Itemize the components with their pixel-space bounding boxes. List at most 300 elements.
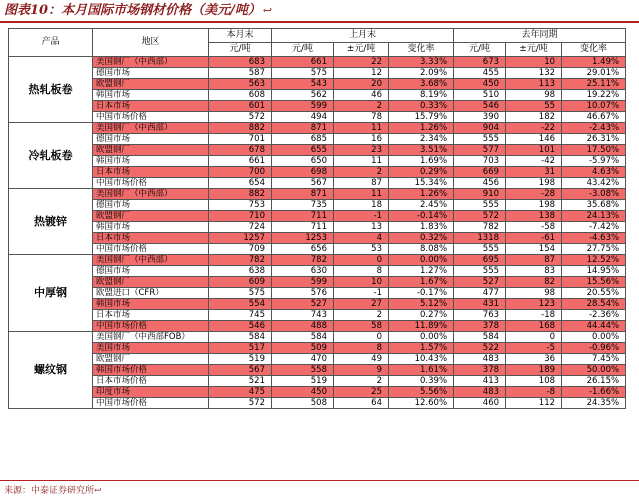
this-month-price-cell: 563 xyxy=(209,79,272,90)
last-year-rate-cell: 12.52% xyxy=(562,255,626,266)
this-month-price-cell: 753 xyxy=(209,200,272,211)
last-month-price-cell: 509 xyxy=(272,343,334,354)
last-year-rate-cell: 1.49% xyxy=(562,57,626,68)
this-month-price-cell: 745 xyxy=(209,310,272,321)
last-year-rate-cell: 7.45% xyxy=(562,354,626,365)
table-row xyxy=(9,79,626,90)
last-year-diff-cell: 132 xyxy=(506,68,562,79)
table-row xyxy=(9,266,626,277)
last-month-price-cell: 527 xyxy=(272,299,334,310)
last-month-rate-cell: 15.34% xyxy=(389,178,454,189)
last-month-diff-cell: 10 xyxy=(334,277,389,288)
this-month-price-cell: 521 xyxy=(209,376,272,387)
last-year-price-cell: 390 xyxy=(454,112,506,123)
last-year-diff-cell: 113 xyxy=(506,79,562,90)
last-year-price-cell: 555 xyxy=(454,244,506,255)
last-year-rate-cell: 24.13% xyxy=(562,211,626,222)
last-month-price-cell: 562 xyxy=(272,90,334,101)
region-cell: 日本市场价格 xyxy=(93,376,209,387)
last-month-price-cell: 871 xyxy=(272,189,334,200)
header-cur-unit: 元/吨 xyxy=(209,43,272,57)
table-row xyxy=(9,288,626,299)
header-this-month-end: 本月末 xyxy=(209,29,272,43)
this-month-price-cell: 683 xyxy=(209,57,272,68)
region-cell: 德国市场 xyxy=(93,266,209,277)
region-cell: 美国市场 xyxy=(93,343,209,354)
region-cell: 欧盟钢厂 xyxy=(93,277,209,288)
last-year-price-cell: 763 xyxy=(454,310,506,321)
this-month-price-cell: 567 xyxy=(209,365,272,376)
last-year-price-cell: 460 xyxy=(454,398,506,409)
this-month-price-cell: 724 xyxy=(209,222,272,233)
last-month-rate-cell: 0.39% xyxy=(389,376,454,387)
last-year-price-cell: 584 xyxy=(454,332,506,343)
last-month-price-cell: 743 xyxy=(272,310,334,321)
this-month-price-cell: 519 xyxy=(209,354,272,365)
region-cell: 韩国市场 xyxy=(93,90,209,101)
last-month-price-cell: 650 xyxy=(272,156,334,167)
last-month-price-cell: 630 xyxy=(272,266,334,277)
last-month-price-cell: 494 xyxy=(272,112,334,123)
last-year-diff-cell: 146 xyxy=(506,134,562,145)
table-row xyxy=(9,68,626,79)
table-row xyxy=(9,145,626,156)
region-cell: 美国钢厂（中西部） xyxy=(93,189,209,200)
product-cell: 热轧板卷 xyxy=(9,57,93,123)
last-month-diff-cell: 20 xyxy=(334,79,389,90)
last-month-rate-cell: 8.19% xyxy=(389,90,454,101)
product-cell: 螺纹钢 xyxy=(9,332,93,409)
last-year-rate-cell: -4.63% xyxy=(562,233,626,244)
last-month-diff-cell: 49 xyxy=(334,354,389,365)
region-cell: 印度市场 xyxy=(93,387,209,398)
last-year-diff-cell: -22 xyxy=(506,123,562,134)
last-month-rate-cell: 1.67% xyxy=(389,277,454,288)
last-year-diff-cell: 83 xyxy=(506,266,562,277)
last-month-diff-cell: 8 xyxy=(334,343,389,354)
last-month-rate-cell: 2.09% xyxy=(389,68,454,79)
last-month-price-cell: 871 xyxy=(272,123,334,134)
last-year-diff-cell: 138 xyxy=(506,211,562,222)
last-year-rate-cell: -7.42% xyxy=(562,222,626,233)
last-month-price-cell: 450 xyxy=(272,387,334,398)
last-year-price-cell: 673 xyxy=(454,57,506,68)
last-year-diff-cell: 108 xyxy=(506,376,562,387)
last-month-rate-cell: -0.17% xyxy=(389,288,454,299)
last-month-price-cell: 488 xyxy=(272,321,334,332)
last-month-rate-cell: 12.60% xyxy=(389,398,454,409)
last-month-diff-cell: -1 xyxy=(334,288,389,299)
this-month-price-cell: 517 xyxy=(209,343,272,354)
region-cell: 德国市场 xyxy=(93,134,209,145)
last-month-diff-cell: 11 xyxy=(334,123,389,134)
last-year-diff-cell: -18 xyxy=(506,310,562,321)
last-year-rate-cell: 14.95% xyxy=(562,266,626,277)
header-ly-unit: 元/吨 xyxy=(454,43,506,57)
table-row xyxy=(9,310,626,321)
last-year-rate-cell: 28.54% xyxy=(562,299,626,310)
last-year-rate-cell: 27.75% xyxy=(562,244,626,255)
last-month-price-cell: 508 xyxy=(272,398,334,409)
last-year-rate-cell: 4.63% xyxy=(562,167,626,178)
region-cell: 中国市场价格 xyxy=(93,321,209,332)
last-year-rate-cell: -2.43% xyxy=(562,123,626,134)
last-year-diff-cell: 198 xyxy=(506,200,562,211)
table-row xyxy=(9,233,626,244)
last-year-rate-cell: 25.11% xyxy=(562,79,626,90)
last-year-price-cell: 378 xyxy=(454,321,506,332)
table-row xyxy=(9,376,626,387)
last-month-rate-cell: 1.61% xyxy=(389,365,454,376)
last-year-diff-cell: 55 xyxy=(506,101,562,112)
last-month-diff-cell: 58 xyxy=(334,321,389,332)
source-note: 来源：中泰证券研究所↩ xyxy=(4,486,102,496)
last-month-rate-cell: -0.14% xyxy=(389,211,454,222)
last-month-price-cell: 711 xyxy=(272,211,334,222)
last-year-price-cell: 455 xyxy=(454,68,506,79)
last-year-price-cell: 456 xyxy=(454,178,506,189)
region-cell: 中国市场价格 xyxy=(93,112,209,123)
last-month-rate-cell: 1.26% xyxy=(389,123,454,134)
last-month-rate-cell: 1.27% xyxy=(389,266,454,277)
last-month-rate-cell: 1.69% xyxy=(389,156,454,167)
last-month-rate-cell: 0.27% xyxy=(389,310,454,321)
last-year-rate-cell: 50.00% xyxy=(562,365,626,376)
last-year-price-cell: 527 xyxy=(454,277,506,288)
last-year-price-cell: 904 xyxy=(454,123,506,134)
last-year-price-cell: 483 xyxy=(454,387,506,398)
last-month-rate-cell: 5.56% xyxy=(389,387,454,398)
this-month-price-cell: 575 xyxy=(209,288,272,299)
last-month-diff-cell: 8 xyxy=(334,266,389,277)
last-year-diff-cell: 98 xyxy=(506,288,562,299)
table-row xyxy=(9,178,626,189)
last-month-diff-cell: 53 xyxy=(334,244,389,255)
region-cell: 韩国市场 xyxy=(93,156,209,167)
last-year-rate-cell: 26.31% xyxy=(562,134,626,145)
product-cell: 冷轧板卷 xyxy=(9,123,93,189)
last-month-price-cell: 735 xyxy=(272,200,334,211)
title-divider xyxy=(0,21,639,23)
table-row xyxy=(9,167,626,178)
this-month-price-cell: 572 xyxy=(209,398,272,409)
last-month-diff-cell: 0 xyxy=(334,332,389,343)
last-month-rate-cell: 0.00% xyxy=(389,255,454,266)
region-cell: 德国市场 xyxy=(93,68,209,79)
this-month-price-cell: 654 xyxy=(209,178,272,189)
last-month-price-cell: 655 xyxy=(272,145,334,156)
last-year-price-cell: 555 xyxy=(454,266,506,277)
last-month-diff-cell: -1 xyxy=(334,211,389,222)
last-month-diff-cell: 25 xyxy=(334,387,389,398)
last-month-rate-cell: 10.43% xyxy=(389,354,454,365)
last-month-price-cell: 576 xyxy=(272,288,334,299)
last-year-rate-cell: -1.66% xyxy=(562,387,626,398)
last-month-diff-cell: 22 xyxy=(334,57,389,68)
last-month-price-cell: 584 xyxy=(272,332,334,343)
this-month-price-cell: 601 xyxy=(209,101,272,112)
last-year-rate-cell: 19.22% xyxy=(562,90,626,101)
last-month-diff-cell: 18 xyxy=(334,200,389,211)
last-year-rate-cell: 44.44% xyxy=(562,321,626,332)
product-cell: 中厚钢 xyxy=(9,255,93,332)
last-year-price-cell: 555 xyxy=(454,200,506,211)
table-row xyxy=(9,222,626,233)
this-month-price-cell: 475 xyxy=(209,387,272,398)
table-row xyxy=(9,244,626,255)
last-year-diff-cell: 182 xyxy=(506,112,562,123)
last-year-rate-cell: -0.96% xyxy=(562,343,626,354)
this-month-price-cell: 661 xyxy=(209,156,272,167)
region-cell: 韩国市场 xyxy=(93,222,209,233)
this-month-price-cell: 554 xyxy=(209,299,272,310)
region-cell: 日本市场 xyxy=(93,167,209,178)
table-row xyxy=(9,387,626,398)
last-month-diff-cell: 9 xyxy=(334,365,389,376)
table-row xyxy=(9,101,626,112)
last-month-rate-cell: 1.83% xyxy=(389,222,454,233)
last-month-diff-cell: 11 xyxy=(334,189,389,200)
last-year-price-cell: 577 xyxy=(454,145,506,156)
last-month-rate-cell: 2.45% xyxy=(389,200,454,211)
this-month-price-cell: 1257 xyxy=(209,233,272,244)
product-cell: 热镀锌 xyxy=(9,189,93,255)
last-year-diff-cell: -42 xyxy=(506,156,562,167)
last-year-diff-cell: 10 xyxy=(506,57,562,68)
last-month-rate-cell: 15.79% xyxy=(389,112,454,123)
last-month-price-cell: 558 xyxy=(272,365,334,376)
table-row xyxy=(9,134,626,145)
last-month-rate-cell: 3.51% xyxy=(389,145,454,156)
this-month-price-cell: 546 xyxy=(209,321,272,332)
table-row xyxy=(9,90,626,101)
region-cell: 美国钢厂（中西部FOB） xyxy=(93,332,209,343)
last-month-rate-cell: 1.26% xyxy=(389,189,454,200)
last-year-diff-cell: 168 xyxy=(506,321,562,332)
this-month-price-cell: 782 xyxy=(209,255,272,266)
last-year-rate-cell: 15.56% xyxy=(562,277,626,288)
last-year-price-cell: 555 xyxy=(454,134,506,145)
region-cell: 美国钢厂（中西部） xyxy=(93,123,209,134)
header-last-year-same: 去年同期 xyxy=(454,29,626,43)
last-year-diff-cell: 31 xyxy=(506,167,562,178)
table-row xyxy=(9,189,626,200)
last-year-rate-cell: 20.55% xyxy=(562,288,626,299)
table-row xyxy=(9,365,626,376)
last-year-price-cell: 413 xyxy=(454,376,506,387)
last-month-rate-cell: 0.33% xyxy=(389,101,454,112)
this-month-price-cell: 701 xyxy=(209,134,272,145)
last-year-rate-cell: 26.15% xyxy=(562,376,626,387)
table-row xyxy=(9,255,626,266)
last-month-rate-cell: 2.34% xyxy=(389,134,454,145)
last-month-price-cell: 519 xyxy=(272,376,334,387)
last-year-rate-cell: 10.07% xyxy=(562,101,626,112)
last-year-rate-cell: 46.67% xyxy=(562,112,626,123)
last-month-diff-cell: 12 xyxy=(334,68,389,79)
region-cell: 欧盟钢厂 xyxy=(93,354,209,365)
last-month-price-cell: 685 xyxy=(272,134,334,145)
table-row xyxy=(9,211,626,222)
last-month-diff-cell: 2 xyxy=(334,167,389,178)
last-month-diff-cell: 13 xyxy=(334,222,389,233)
table-row xyxy=(9,343,626,354)
last-year-price-cell: 483 xyxy=(454,354,506,365)
region-cell: 韩国市场价格 xyxy=(93,365,209,376)
this-month-price-cell: 638 xyxy=(209,266,272,277)
table-body xyxy=(9,57,626,409)
last-month-diff-cell: 27 xyxy=(334,299,389,310)
table-row xyxy=(9,57,626,68)
this-month-price-cell: 608 xyxy=(209,90,272,101)
last-year-rate-cell: 24.35% xyxy=(562,398,626,409)
header-last-unit: 元/吨 xyxy=(272,43,334,57)
last-month-rate-cell: 0.00% xyxy=(389,332,454,343)
region-cell: 中国市场价格 xyxy=(93,244,209,255)
last-month-rate-cell: 3.68% xyxy=(389,79,454,90)
last-year-diff-cell: 101 xyxy=(506,145,562,156)
header-ly-diff: ±元/吨 xyxy=(506,43,562,57)
last-month-rate-cell: 8.08% xyxy=(389,244,454,255)
steel-price-table xyxy=(8,28,626,409)
last-month-price-cell: 782 xyxy=(272,255,334,266)
this-month-price-cell: 584 xyxy=(209,332,272,343)
header-last-rate: 变化率 xyxy=(389,43,454,57)
last-month-diff-cell: 11 xyxy=(334,156,389,167)
region-cell: 日本市场 xyxy=(93,310,209,321)
last-year-price-cell: 431 xyxy=(454,299,506,310)
last-month-price-cell: 567 xyxy=(272,178,334,189)
last-month-rate-cell: 3.33% xyxy=(389,57,454,68)
region-cell: 欧盟钢厂 xyxy=(93,211,209,222)
this-month-price-cell: 700 xyxy=(209,167,272,178)
last-year-rate-cell: -3.08% xyxy=(562,189,626,200)
last-year-diff-cell: -28 xyxy=(506,189,562,200)
last-month-price-cell: 470 xyxy=(272,354,334,365)
last-year-price-cell: 910 xyxy=(454,189,506,200)
last-year-diff-cell: -8 xyxy=(506,387,562,398)
last-year-price-cell: 782 xyxy=(454,222,506,233)
this-month-price-cell: 710 xyxy=(209,211,272,222)
this-month-price-cell: 609 xyxy=(209,277,272,288)
table-row xyxy=(9,299,626,310)
table-row xyxy=(9,200,626,211)
table-row xyxy=(9,112,626,123)
region-cell: 欧盟钢厂 xyxy=(93,79,209,90)
region-cell: 日本市场 xyxy=(93,101,209,112)
last-month-rate-cell: 11.89% xyxy=(389,321,454,332)
table-row xyxy=(9,123,626,134)
last-month-price-cell: 661 xyxy=(272,57,334,68)
table-row xyxy=(9,156,626,167)
last-year-price-cell: 572 xyxy=(454,211,506,222)
last-month-diff-cell: 64 xyxy=(334,398,389,409)
header-region: 地区 xyxy=(93,29,209,57)
last-year-rate-cell: 29.01% xyxy=(562,68,626,79)
region-cell: 德国市场 xyxy=(93,200,209,211)
last-year-price-cell: 450 xyxy=(454,79,506,90)
last-year-rate-cell: -5.97% xyxy=(562,156,626,167)
last-year-price-cell: 546 xyxy=(454,101,506,112)
last-month-price-cell: 599 xyxy=(272,277,334,288)
last-month-price-cell: 698 xyxy=(272,167,334,178)
last-year-diff-cell: 154 xyxy=(506,244,562,255)
last-year-price-cell: 510 xyxy=(454,90,506,101)
last-year-diff-cell: 82 xyxy=(506,277,562,288)
last-month-price-cell: 711 xyxy=(272,222,334,233)
table-row xyxy=(9,332,626,343)
last-year-rate-cell: 0.00% xyxy=(562,332,626,343)
last-year-diff-cell: 0 xyxy=(506,332,562,343)
last-month-rate-cell: 1.57% xyxy=(389,343,454,354)
region-cell: 日本市场 xyxy=(93,233,209,244)
this-month-price-cell: 587 xyxy=(209,68,272,79)
table-row xyxy=(9,354,626,365)
last-month-diff-cell: 2 xyxy=(334,376,389,387)
last-month-diff-cell: 46 xyxy=(334,90,389,101)
region-cell: 中国市场价格 xyxy=(93,398,209,409)
table-row xyxy=(9,321,626,332)
region-cell: 欧盟钢厂 xyxy=(93,145,209,156)
last-year-rate-cell: 43.42% xyxy=(562,178,626,189)
this-month-price-cell: 709 xyxy=(209,244,272,255)
last-month-rate-cell: 5.12% xyxy=(389,299,454,310)
last-month-price-cell: 599 xyxy=(272,101,334,112)
header-last-diff: ±元/吨 xyxy=(334,43,389,57)
last-year-diff-cell: -5 xyxy=(506,343,562,354)
table-row xyxy=(9,277,626,288)
last-month-price-cell: 575 xyxy=(272,68,334,79)
region-cell: 美国钢厂（中西部） xyxy=(93,255,209,266)
last-month-diff-cell: 23 xyxy=(334,145,389,156)
last-year-diff-cell: 87 xyxy=(506,255,562,266)
last-year-rate-cell: -2.36% xyxy=(562,310,626,321)
last-month-diff-cell: 87 xyxy=(334,178,389,189)
last-year-rate-cell: 35.68% xyxy=(562,200,626,211)
last-year-price-cell: 522 xyxy=(454,343,506,354)
last-year-rate-cell: 17.50% xyxy=(562,145,626,156)
bottom-divider xyxy=(0,480,639,481)
region-cell: 中国市场价格 xyxy=(93,178,209,189)
last-year-diff-cell: 98 xyxy=(506,90,562,101)
last-month-price-cell: 656 xyxy=(272,244,334,255)
region-cell: 美国钢厂（中西部） xyxy=(93,57,209,68)
return-mark-icon: ↩ xyxy=(262,4,273,17)
last-year-diff-cell: 198 xyxy=(506,178,562,189)
last-year-diff-cell: 123 xyxy=(506,299,562,310)
this-month-price-cell: 882 xyxy=(209,123,272,134)
header-last-month-end: 上月末 xyxy=(272,29,454,43)
region-cell: 韩国市场 xyxy=(93,299,209,310)
last-year-diff-cell: -58 xyxy=(506,222,562,233)
last-month-price-cell: 543 xyxy=(272,79,334,90)
figure-title xyxy=(4,2,272,20)
this-month-price-cell: 678 xyxy=(209,145,272,156)
header-product: 产品 xyxy=(9,29,93,57)
table-row xyxy=(9,398,626,409)
last-year-diff-cell: 36 xyxy=(506,354,562,365)
last-month-rate-cell: 0.32% xyxy=(389,233,454,244)
this-month-price-cell: 882 xyxy=(209,189,272,200)
last-month-diff-cell: 2 xyxy=(334,310,389,321)
last-year-price-cell: 669 xyxy=(454,167,506,178)
last-year-price-cell: 703 xyxy=(454,156,506,167)
last-year-diff-cell: 189 xyxy=(506,365,562,376)
this-month-price-cell: 572 xyxy=(209,112,272,123)
last-year-diff-cell: 112 xyxy=(506,398,562,409)
last-year-price-cell: 695 xyxy=(454,255,506,266)
last-month-diff-cell: 0 xyxy=(334,255,389,266)
